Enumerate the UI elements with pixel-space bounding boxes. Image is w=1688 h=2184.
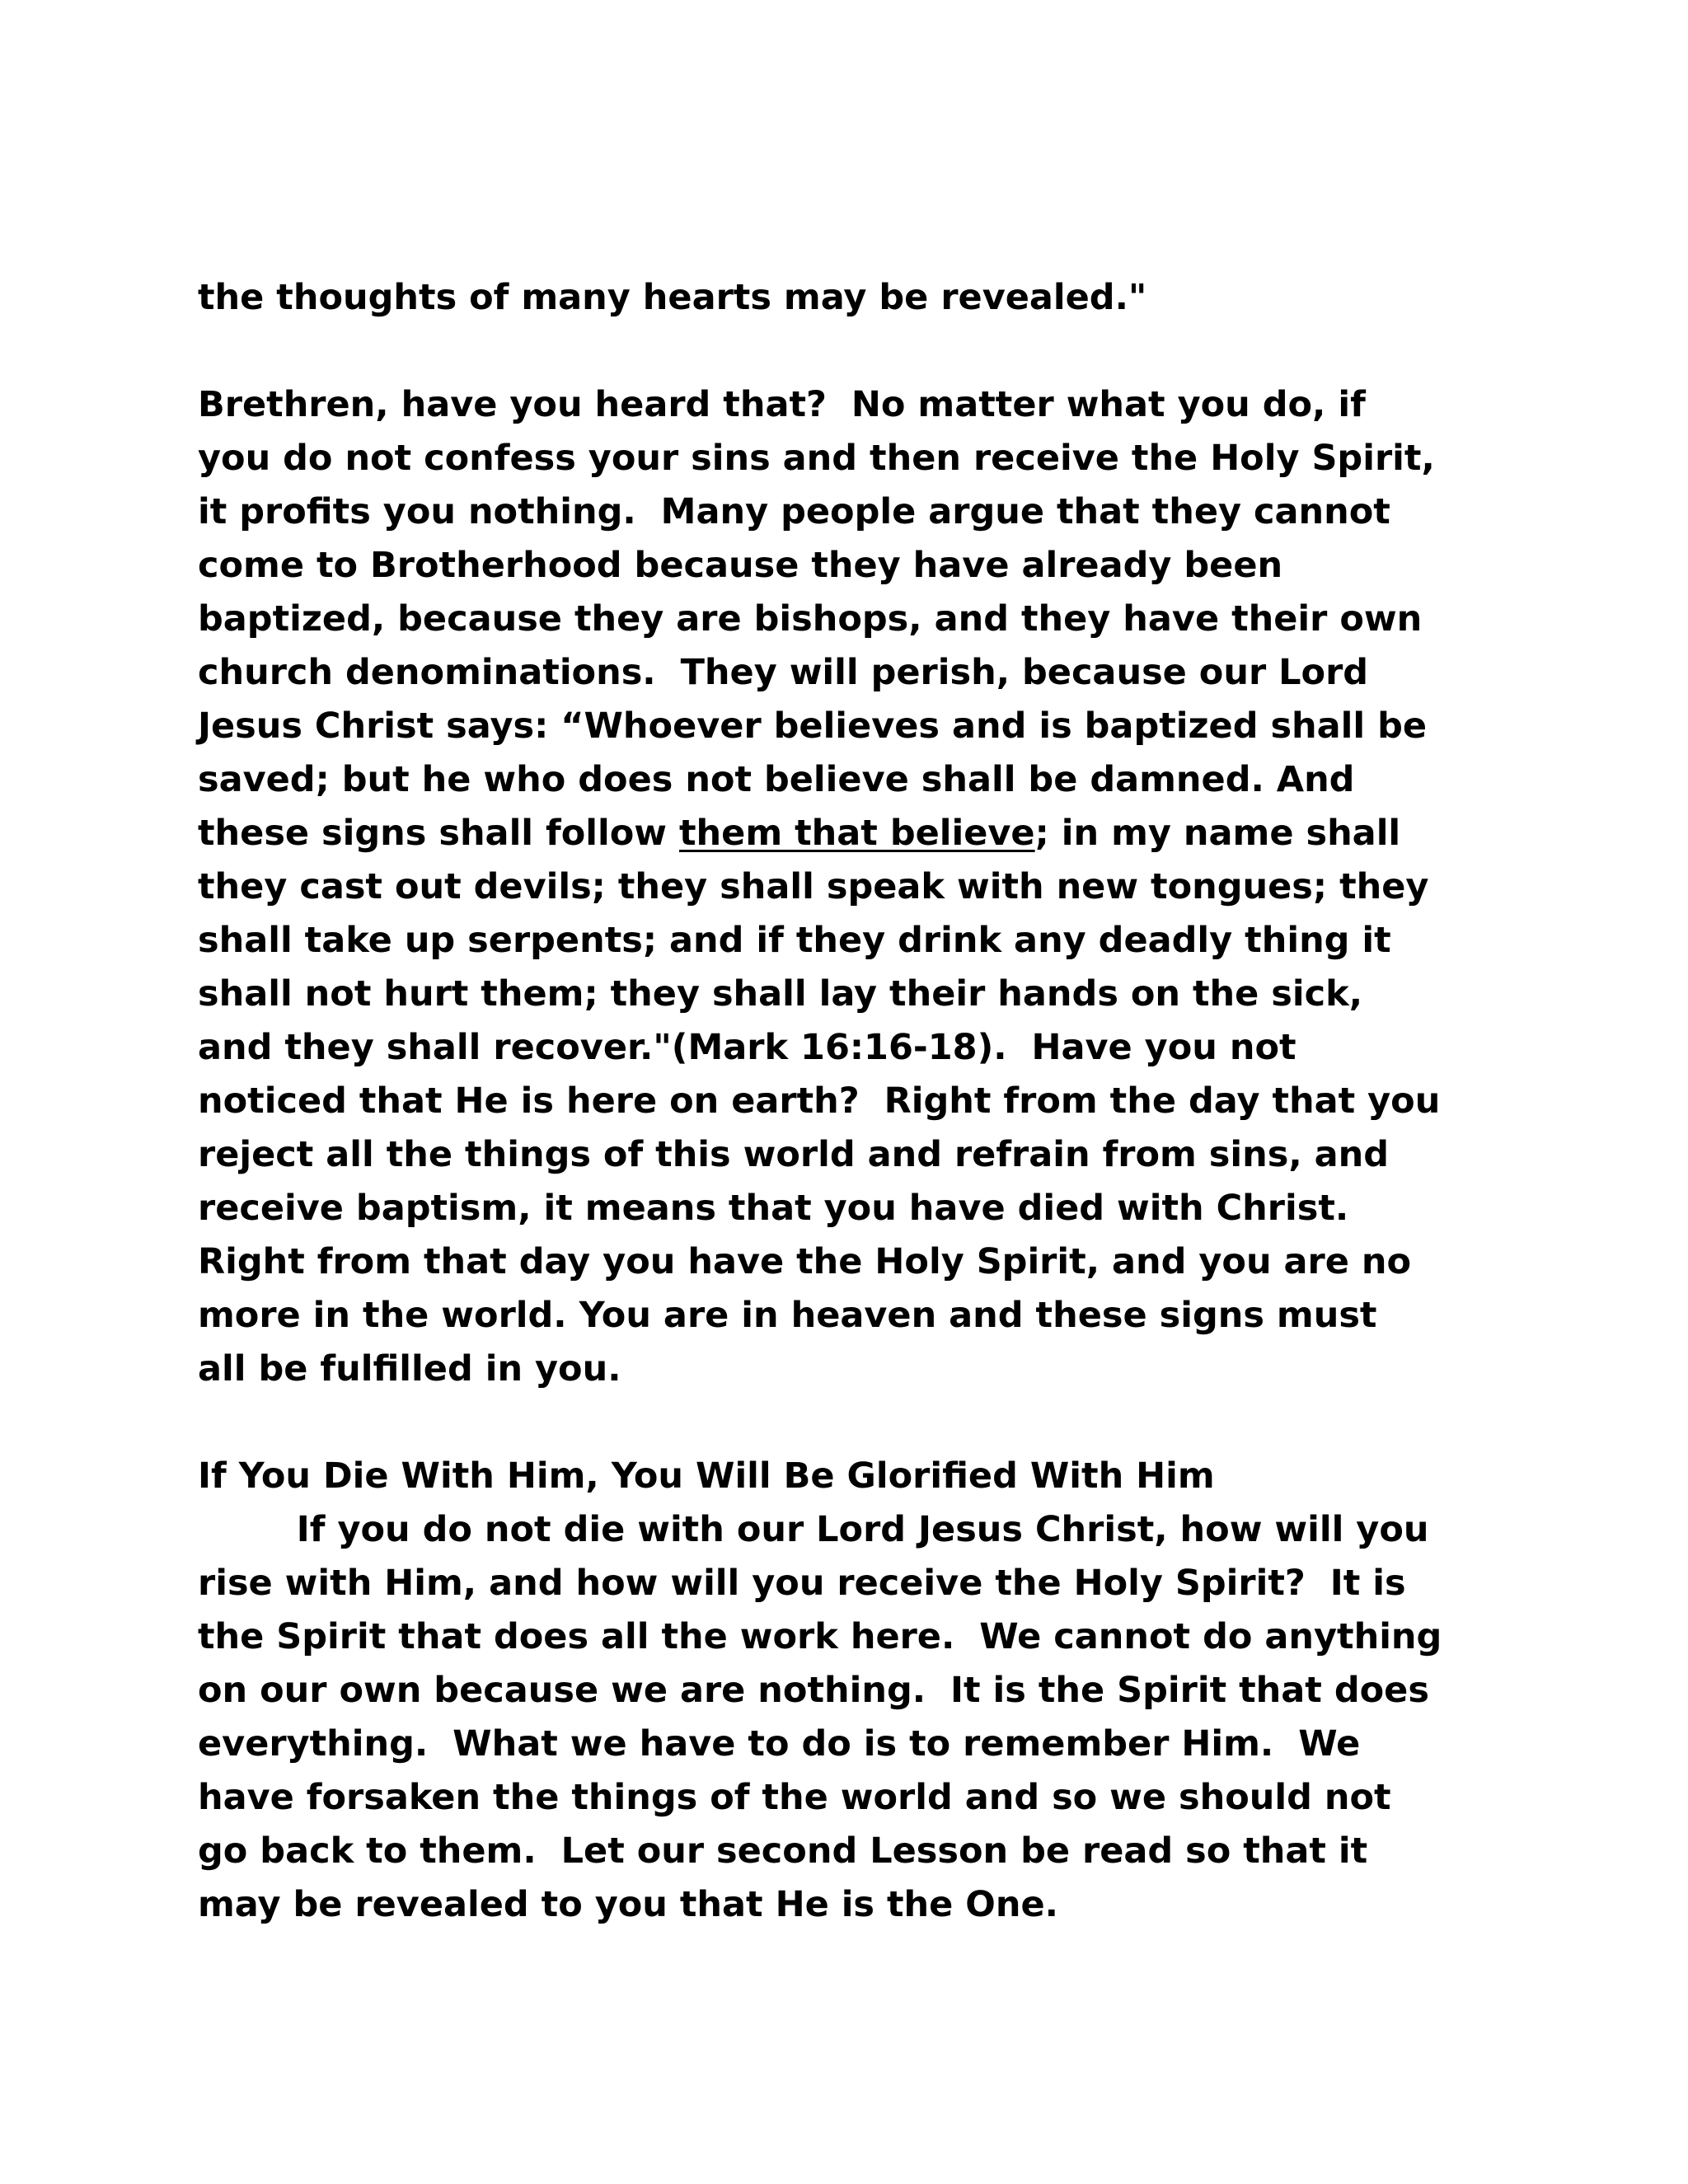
paragraph-1-line: Jesus Christ says: “Whoever believes and is baptized shall be xyxy=(198,705,1428,747)
paragraph-1-line: more in the world. You are in heaven and these signs must xyxy=(198,1295,1377,1336)
paragraph-2-line: everything. What we have to do is to remember Him. We xyxy=(198,1723,1361,1765)
paragraph-1-line: noticed that He is here on earth? Right from the day that you xyxy=(198,1080,1441,1122)
paragraph-2-line: have forsaken the things of the world and so we should not xyxy=(198,1777,1391,1818)
paragraph-1-line: all be fulfilled in you. xyxy=(198,1348,621,1390)
paragraph-1-line: shall not hurt them; they shall lay their hands on the sick, xyxy=(198,973,1363,1015)
paragraph-1-line: you do not confess your sins and then receive the Holy Spirit, xyxy=(198,438,1435,479)
paragraph-1-line-underlined xyxy=(198,813,1401,854)
paragraph-1-line: Right from that day you have the Holy Spirit, and you are no xyxy=(198,1241,1412,1282)
line-text-before: these signs shall follow xyxy=(198,813,679,854)
paragraph-1-line: come to Brotherhood because they have already been xyxy=(198,545,1283,586)
paragraph-2-line: may be revealed to you that He is the One. xyxy=(198,1884,1058,1925)
section-heading: If You Die With Him, You Will Be Glorified With Him xyxy=(198,1455,1215,1497)
paragraph-2-line: the Spirit that does all the work here. We cannot do anything xyxy=(198,1616,1442,1657)
paragraph-1-line: reject all the things of this world and refrain from sins, and xyxy=(198,1134,1390,1175)
paragraph-1-line: Brethren, have you heard that? No matter what you do, if xyxy=(198,384,1366,425)
paragraph-1-line: shall take up serpents; and if they drink any deadly thing it xyxy=(198,920,1391,961)
paragraph-1-line: receive baptism, it means that you have died with Christ. xyxy=(198,1188,1349,1229)
paragraph-1-line: church denominations. They will perish, because our Lord xyxy=(198,652,1369,693)
intro-line: the thoughts of many hearts may be revealed." xyxy=(198,277,1147,318)
paragraph-1-line: they cast out devils; they shall speak with new tongues; they xyxy=(198,866,1429,907)
paragraph-2-line: go back to them. Let our second Lesson be read so that it xyxy=(198,1830,1368,1872)
underlined-phrase: them that believe xyxy=(679,813,1035,854)
paragraph-1-line: saved; but he who does not believe shall be damned. And xyxy=(198,759,1355,800)
paragraph-2-line: If you do not die with our Lord Jesus Christ, how will you xyxy=(198,1509,1429,1550)
paragraph-1-line: and they shall recover."(Mark 16:16-18). Have you not xyxy=(198,1027,1296,1068)
paragraph-1-line: it profits you nothing. Many people argue that they cannot xyxy=(198,491,1390,532)
paragraph-1-line: baptized, because they are bishops, and they have their own xyxy=(198,598,1423,640)
paragraph-2-line: on our own because we are nothing. It is the Spirit that does xyxy=(198,1670,1429,1711)
paragraph-2-line: rise with Him, and how will you receive the Holy Spirit? It is xyxy=(198,1563,1406,1604)
line-text-after: ; in my name shall xyxy=(1034,813,1401,854)
